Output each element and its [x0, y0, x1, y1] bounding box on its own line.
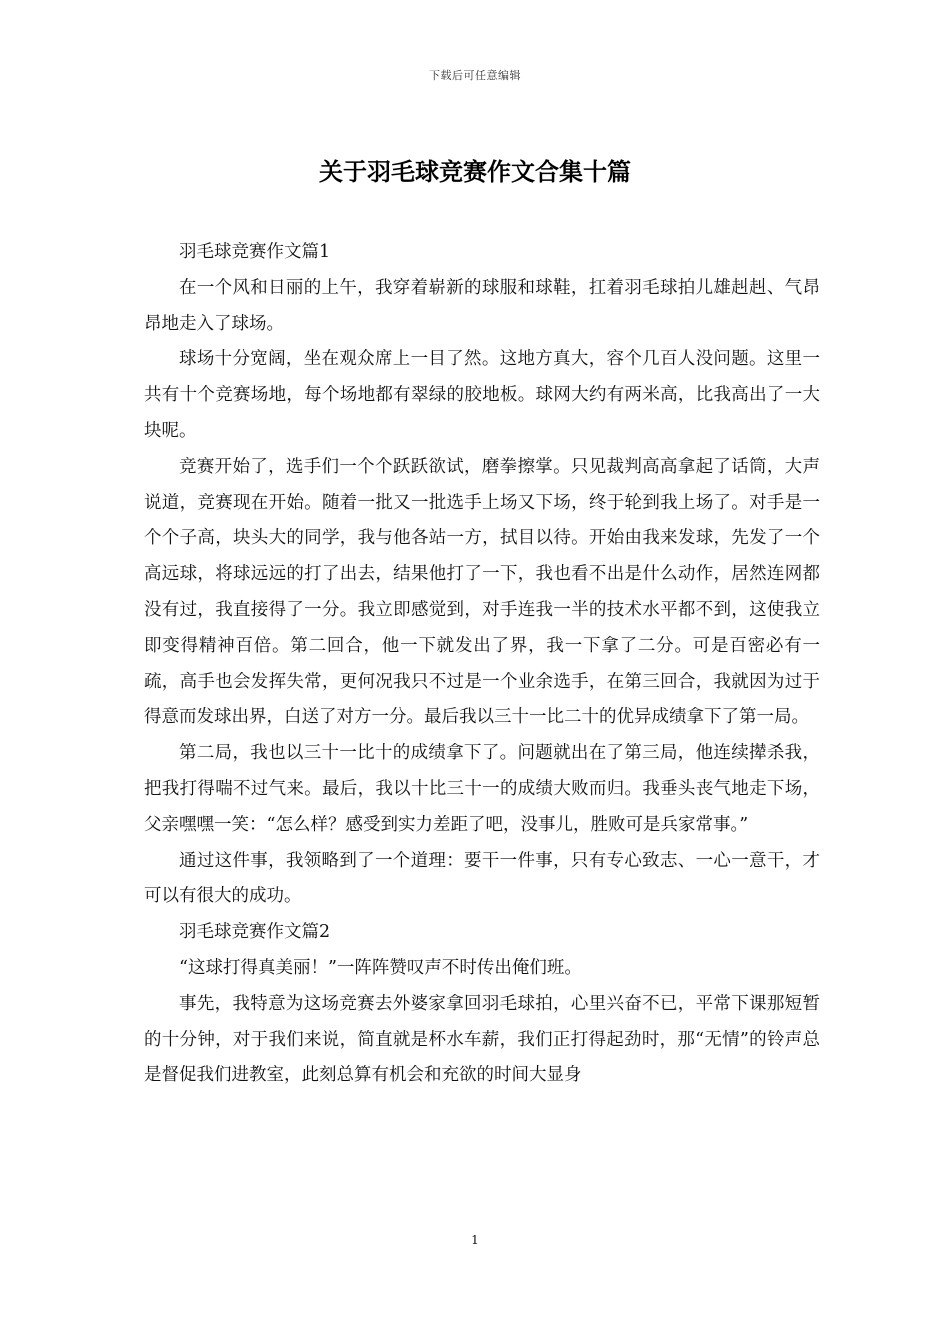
body-paragraph: “这球打得真美丽！”一阵阵赞叹声不时传出俺们班。 — [179, 957, 582, 978]
document-body — [144, 235, 820, 1094]
body-paragraph: 通过这件事，我领略到了一个道理：要干一件事，只有专心致志、一心一意干，才可以有很大的成功。 — [144, 850, 820, 907]
body-paragraph: 在一个风和日丽的上午，我穿着崭新的球服和球鞋，扛着羽毛球拍儿雄赳赳、气昂昂地走入了球场。 — [144, 277, 820, 334]
page-number: 1 — [471, 1233, 479, 1247]
body-paragraph: 事先，我特意为这场竞赛去外婆家拿回羽毛球拍，心里兴奋不已，平常下课那短暂的十分钟，对于我们来说，简直就是杯水车薪，我们正打得起劲时，那“无情”的铃声总是督促我们进教室，此刻总算有机会和充欲的时间大显身 — [144, 993, 820, 1086]
section-heading: 羽毛球竞赛作文篇2 — [179, 922, 331, 943]
section-heading: 羽毛球竞赛作文篇1 — [179, 242, 331, 262]
body-paragraph: 竞赛开始了，选手们一个个跃跃欲试，磨拳擦掌。只见裁判高高拿起了话筒，大声说道，竞赛现在开始。随着一批又一批选手上场又下场，终于轮到我上场了。对手是一个个子高，块头大的同学，我与他各站一方，拭目以待。开始由我来发球，先发了一个高远球，将球远远的打了出去，结果他打了一下，我也看不出是什么动作，居然连网都没有过，我直接得了一分。我立即感觉到，对手连我一半的技术水平都不到，这使我立即变得精神百倍。第二回合，他一下就发出了界，我一下拿了二分。可是百密必有一疏，高手也会发挥失常，更何况我只不过是一个业余选手，在第三回合，我就因为过于得意而发球出界，白送了对方一分。最后我以三十一比二十的优异成绩拿下了第一局。 — [144, 456, 820, 728]
document-title: 关于羽毛球竞赛作文合集十篇 — [319, 157, 631, 186]
header-note: 下载后可任意编辑 — [429, 69, 521, 82]
body-paragraph: 第二局，我也以三十一比十的成绩拿下了。问题就出在了第三局，他连续撵杀我，把我打得喘不过气来。最后，我以十比三十一的成绩大败而归。我垂头丧气地走下场，父亲嘿嘿一笑：“怎么样？感受到实力差距了吧，没事儿，胜败可是兵家常事。” — [144, 743, 820, 835]
body-paragraph: 球场十分宽阔，坐在观众席上一目了然。这地方真大，容个几百人没问题。这里一共有十个竞赛场地，每个场地都有翠绿的胶地板。球网大约有两米高，比我高出了一大块呢。 — [144, 349, 820, 441]
